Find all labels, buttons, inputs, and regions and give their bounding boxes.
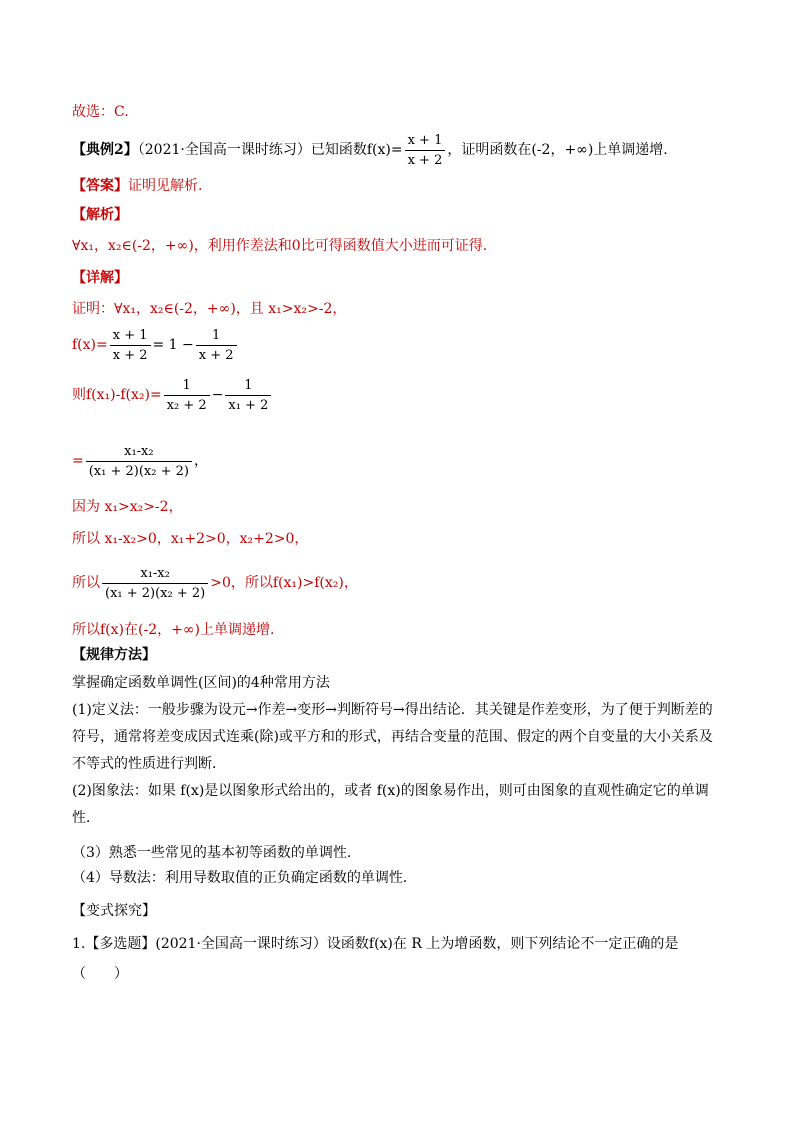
proof-minus: − [211, 387, 224, 403]
fraction-numerator: 1 [164, 376, 210, 396]
method-1a: (1)定义法：一般步骤为设元→作差→变形→判断符号→得出结论．其关键是作差变形，为了便于判断差的 [72, 702, 713, 718]
analysis-tag: 【解析】 [72, 207, 128, 223]
answer-tag: 【答案】 [72, 178, 128, 194]
analysis-text: ∀x₁，x₂∈(-2，+∞)，利用作差法和0比可得函数值大小进而可证得. [72, 238, 488, 254]
method-2b: 性． [72, 810, 100, 826]
proof-line-3 [72, 374, 273, 416]
proof-fraction-d [225, 376, 271, 415]
example-func: f(x)= [366, 142, 403, 158]
fraction-numerator: 1 [196, 326, 237, 346]
fraction-denominator: x + 2 [407, 152, 443, 168]
proof-line-8: 所以f(x)在(-2，+∞)上单调递增. [72, 622, 275, 638]
example-suffix: ，证明函数在(-2，+∞)上单调递增. [447, 142, 668, 158]
proof-fraction-f [102, 564, 208, 603]
fraction-denominator: x₁ + 2 [228, 397, 269, 413]
example-source: （2021·全国高一课时练习） [137, 142, 311, 158]
fraction-denominator: x + 2 [112, 347, 148, 363]
proof-line-4 [72, 440, 208, 482]
answer-choice-line: 故选：C. [72, 104, 129, 120]
method-3: （3）熟悉一些常见的基本初等函数的单调性. [72, 845, 352, 861]
variant-question-1: 1.【多选题】(2021·全国高一课时练习）设函数f(x)在 R 上为增函数，则下列结论不一定正确的是 [72, 936, 679, 952]
fraction-numerator: x + 1 [405, 131, 446, 151]
detail-tag: 【详解】 [72, 270, 128, 286]
proof-line-7 [72, 562, 358, 604]
fraction-numerator: x₁-x₂ [102, 564, 208, 584]
variant-question-1-blank: （ ） [72, 966, 128, 982]
method-1c: 不等式的性质进行判断． [72, 756, 226, 772]
fraction-numerator: x₁-x₂ [86, 442, 192, 462]
proof-line-6: 所以 x₁-x₂>0，x₁+2>0，x₂+2>0， [72, 531, 309, 547]
fraction-numerator: 1 [225, 376, 271, 396]
variant-tag: 【变式探究】 [72, 903, 156, 919]
answer-line [72, 176, 202, 196]
proof-conclusion-a: >0，所以f(x₁)>f(x₂)， [210, 575, 358, 591]
example-tag: 【典例2】 [72, 142, 138, 158]
example-prefix: 已知函数 [310, 142, 367, 158]
method-2a: (2)图象法：如果 f(x)是以图象形式给出的，或者 f(x)的图象易作出，则可由图象的直观性确定它的单调 [72, 783, 709, 799]
example-2-statement [72, 130, 668, 170]
example-fraction [405, 131, 446, 170]
proof-fraction-a [110, 326, 151, 365]
proof-fraction-e [86, 442, 192, 481]
proof-fx: f(x)= [72, 337, 108, 353]
fraction-denominator: x + 2 [198, 347, 234, 363]
proof-eq: = [72, 453, 84, 469]
fraction-denominator: (x₁ + 2)(x₂ + 2) [105, 585, 206, 601]
proof-fraction-b [196, 326, 237, 365]
proof-line-2 [72, 324, 239, 366]
fraction-denominator: (x₁ + 2)(x₂ + 2) [88, 463, 189, 479]
proof-line-1: 证明：∀x₁，x₂∈(-2，+∞)，且 x₁>x₂>-2， [72, 301, 347, 317]
proof-equals: = 1 − [152, 337, 194, 353]
proof-so: 所以 [72, 575, 100, 591]
fraction-denominator: x₂ + 2 [166, 397, 207, 413]
proof-line-5: 因为 x₁>x₂>-2， [72, 499, 183, 515]
method-tag: 【规律方法】 [72, 647, 156, 663]
proof-fraction-c [164, 376, 210, 415]
proof-diff-lhs: 则f(x₁)-f(x₂)= [72, 387, 162, 403]
proof-comma: ， [193, 453, 208, 469]
fraction-numerator: x + 1 [110, 326, 151, 346]
method-1b: 符号，通常将差变成因式连乘(除)或平方和的形式，再结合变量的范围、假定的两个自变量的大小关系及 [72, 729, 713, 745]
answer-text: 证明见解析. [128, 178, 203, 194]
method-4: （4）导数法：利用导数取值的正负确定函数的单调性． [72, 870, 417, 886]
method-intro: 掌握确定函数单调性(区间)的4种常用方法 [72, 675, 330, 691]
